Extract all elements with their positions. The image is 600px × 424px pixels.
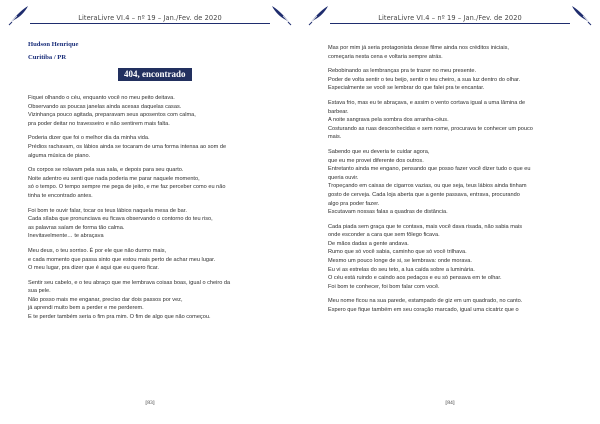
poem-line: Escutavam nossas falas a quadras de distância.	[328, 209, 448, 216]
poem-line: Foi bom te ouvir falar, tocar os teus lábios naquela mesa de bar.	[28, 207, 187, 214]
poem-line: Estava frio, mas eu te abraçava, e assim o vento cortava igual a uma lâmina de	[328, 99, 526, 106]
poem-line: Vizinhança pouco agitada, preparavam seus aposentos com calma,	[28, 112, 196, 119]
poem-line: Costurando as ruas desconhecidas e sem nome, procurava te conhecer um pouco	[328, 125, 533, 132]
poem-line: pra poder deitar no travesseiro e não sentirem mais falta.	[28, 120, 170, 127]
header-title: LiteraLivre VI.4 – nº 19 – Jan./Fev. de 2020	[378, 14, 522, 22]
poem-line: gosto de cerveja. Cada loja aberta que a gente passava, entrava, procurando	[328, 191, 520, 198]
poem-line: só o tempo. O tempo sempre me pega de jeito, e me faz perceber como eu não	[28, 184, 226, 191]
stanza	[328, 148, 572, 217]
poem-line: Mesmo um pouco longe de si, se lembrava: onde morava.	[328, 258, 472, 265]
poem-line: sua pele.	[28, 288, 51, 295]
poem-line: Observando as poucas janelas ainda acesas daquelas casas.	[28, 103, 182, 110]
poem-line: Mas por mim já seria protagonista desse filme ainda nos créditos iniciais,	[328, 45, 509, 51]
poem-line: Meu deus, o teu sorriso. É por ele que não durmo mais,	[28, 247, 167, 254]
poem-line: E te perder também seria o fim pra mim. O fim de algo que não começou.	[28, 314, 211, 321]
poem-line: Inevitavelmente… te abraçava	[28, 233, 104, 240]
poem-line: De mãos dadas a gente andava.	[328, 240, 409, 247]
page-number: [83]	[145, 400, 155, 406]
stanza	[328, 223, 572, 292]
poem-line: mais.	[328, 134, 342, 141]
page-number: [84]	[445, 400, 455, 406]
poem-line: Os corpos se rolavam pela sua sala, e depois para seu quarto.	[28, 167, 184, 174]
poem-line: Rumo que só você sabia, caminho que só você trilhava.	[328, 249, 467, 256]
poem-text	[328, 44, 572, 315]
stanza	[328, 44, 572, 61]
quill-pen-icon	[570, 4, 592, 26]
poem-line: onde esconder a cara que sem fôlego ficava.	[328, 232, 440, 239]
poem-line: barbear.	[328, 108, 349, 115]
stanza	[28, 166, 272, 200]
right-page-body	[328, 38, 572, 315]
left-page-body	[28, 40, 272, 322]
poem-line: Espero que fique também em seu coração marcado, igual uma cicatriz que o	[328, 307, 519, 314]
poem-line: alguma música de piano.	[28, 152, 91, 159]
stanza	[28, 279, 272, 322]
page-header	[8, 4, 292, 26]
poem-line: que eu me provei diferente dos outros.	[328, 157, 424, 164]
header-rule	[330, 23, 570, 24]
quill-pen-icon	[270, 4, 292, 26]
poem-text	[28, 94, 272, 322]
poem-line: Tropeçando em caixas de cigarros vazias, ou que seja, teus lábios ainda tinham	[328, 183, 527, 190]
poem-line: Sabendo que eu deveria te cuidar agora,	[328, 148, 430, 155]
poem-line: Prédios rachavam, os lábios ainda se tocaram de uma forma intensa ao som de	[28, 143, 227, 150]
stanza	[328, 67, 572, 93]
poem-line: já aprendi muito bem a perder e me perderem.	[28, 305, 144, 312]
poem-line: Rebobinando as lembranças pra te trazer no meu presente.	[328, 68, 477, 75]
poem-line: começaria nesta cena e voltaria sempre atrás.	[328, 53, 443, 60]
poem-line: Cada sílaba que pronunciava eu ficava observando o contorno do teu riso,	[28, 216, 213, 223]
header-rule	[30, 23, 270, 24]
stanza	[28, 134, 272, 160]
poem-line: Meu nome ficou na sua parede, estampado de giz em um quadrado, no canto.	[328, 298, 523, 305]
poem-line: Entretanto ainda me engano, pensando que posso fazer você dizer tudo o que eu	[328, 166, 531, 173]
poem-line: Cada piada sem graça que te contava, mais você dava risada, não sabia mais	[328, 223, 523, 230]
author-name: Hudson Henrique	[28, 41, 79, 48]
poem-line: Foi bom te conhecer, foi bom falar com você.	[328, 283, 440, 290]
poem-line: Poder de volta sentir o teu beijo, sentir o teu cheiro, a sua luz dentro do olhar.	[328, 76, 521, 83]
poem-line: Poderia dizer que foi o melhor dia da minha vida.	[28, 135, 150, 142]
poem-line: O céu está ruindo e caindo aos pedaços e eu só pensava em te olhar.	[328, 275, 502, 282]
poem-line: Especialmente se você se lembrar do que falei pra te encantar.	[328, 85, 485, 92]
author-city: Curitiba / PR	[28, 54, 67, 61]
poem-line: A noite sangrava pela sombra dos arranha-céus.	[328, 117, 449, 124]
stanza	[28, 207, 272, 241]
poem-line: Noite adentro eu senti que nada poderia me parar naquele momento,	[28, 175, 200, 182]
poem-line: Sentir seu cabelo, e o teu abraço que me lembrava coisas boas, igual o cheiro da	[28, 279, 231, 286]
poem-line: algo pra poder fazer.	[328, 200, 380, 207]
page-header	[308, 4, 592, 26]
stanza	[328, 99, 572, 142]
right-page	[300, 0, 600, 424]
poem-line: O meu lugar, pra dizer que é aqui que eu quero ficar.	[28, 265, 159, 272]
stanza	[28, 94, 272, 128]
stanza	[28, 247, 272, 273]
poem-line: queria ouvir.	[328, 174, 359, 181]
poem-line: as palavras saíam de forma tão calma.	[28, 224, 125, 231]
poem-line: Eu vi as estrelas do seu teto, a lua caída sobre a luminária.	[328, 266, 475, 273]
poem-line: tinha te encontrado antes.	[28, 192, 93, 199]
stanza	[328, 297, 572, 314]
poem-line: Fiquei olhando o céu, enquanto você no meu peito deitava.	[28, 95, 175, 101]
poem-line: Não posso mais me enganar, preciso dar dois passos por vez,	[28, 296, 183, 303]
poem-line: e cada momento que passa sinto que estou mais perto de achar meu lugar.	[28, 256, 216, 263]
header-title: LiteraLivre VI.4 – nº 19 – Jan./Fev. de 2020	[78, 14, 222, 22]
poem-title: 404, encontrado	[118, 68, 192, 81]
